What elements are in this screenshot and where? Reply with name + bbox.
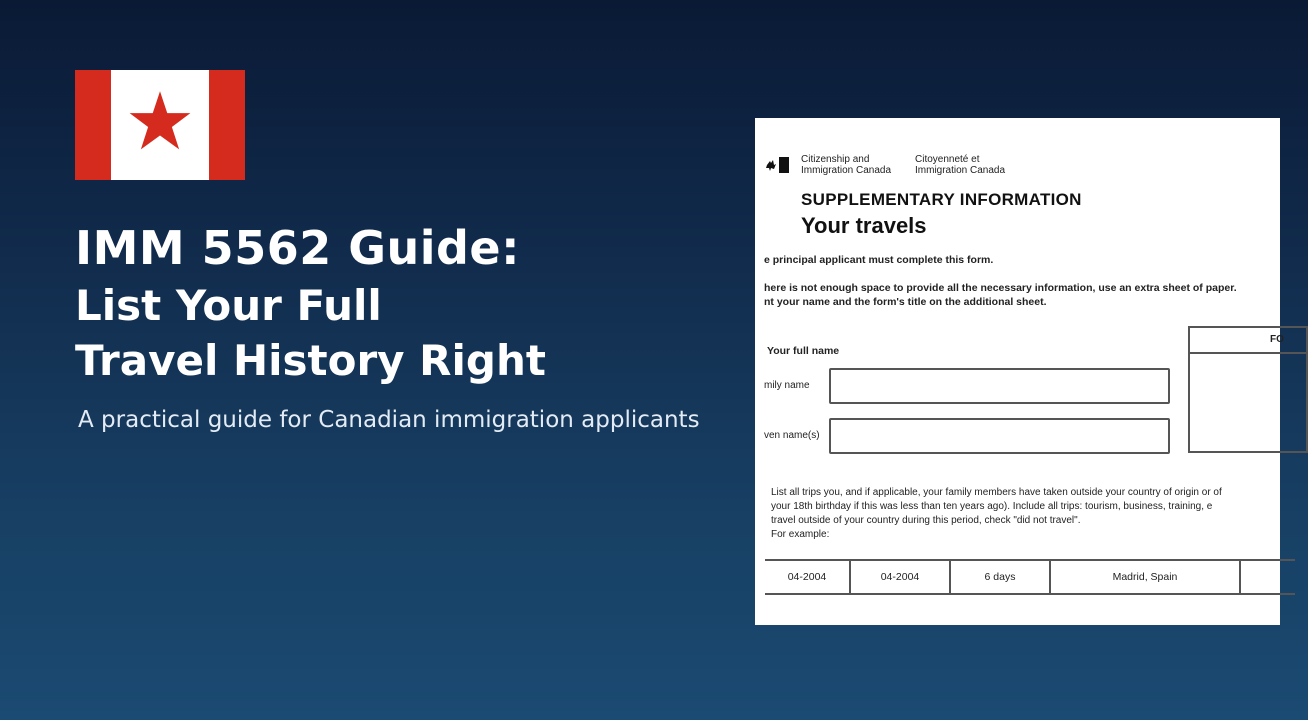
form-subheading: Your travels xyxy=(801,213,927,238)
page-title-line-2: List Your Full xyxy=(75,281,382,330)
department-name-fr-line-1: Citoyenneté et xyxy=(915,154,980,165)
example-destination: Madrid, Spain xyxy=(1051,561,1241,593)
department-name-en-line-1: Citizenship and xyxy=(801,154,870,165)
form-heading: SUPPLEMENTARY INFORMATION xyxy=(801,190,1082,209)
department-name-en-line-2: Immigration Canada xyxy=(801,165,892,176)
office-use-divider xyxy=(1188,352,1308,354)
star-icon xyxy=(127,88,193,154)
form-preview-image xyxy=(755,118,1284,625)
family-name-label: mily name xyxy=(764,380,810,391)
form-instruction-2: here is not enough space to provide all the necessary information, use an extra sheet of paper. xyxy=(764,282,1237,294)
form-paragraph-line-3: travel outside of your country during this period, check "did not travel". xyxy=(771,515,1081,526)
form-instruction-1: e principal applicant must complete this form. xyxy=(764,254,994,266)
family-name-field xyxy=(829,368,1170,404)
full-name-label: Your full name xyxy=(767,345,840,357)
canada-government-logo-icon xyxy=(765,156,791,174)
flag-white-band xyxy=(111,70,209,180)
flag-red-band-right xyxy=(209,70,245,180)
page-subtitle: A practical guide for Canadian immigration applicants xyxy=(78,407,700,433)
form-paragraph-line-1: List all trips you, and if applicable, your family members have taken outside your country of origin or of xyxy=(771,487,1222,498)
given-names-label: ven name(s) xyxy=(764,430,820,441)
form-instruction-3: nt your name and the form's title on the additional sheet. xyxy=(764,296,1047,308)
form-paragraph-line-2: your 18th birthday if this was less than ten years ago). Include all trips: tourism, business, training, e xyxy=(771,501,1213,512)
example-travel-row xyxy=(765,559,1295,595)
form-paragraph-line-4: For example: xyxy=(771,529,830,540)
page-title-line-1: IMM 5562 Guide: xyxy=(75,221,521,275)
department-name-en xyxy=(801,154,891,176)
given-names-field xyxy=(829,418,1170,454)
office-use-box xyxy=(1188,326,1308,453)
example-length: 6 days xyxy=(951,561,1051,593)
department-name-fr-line-2: Immigration Canada xyxy=(915,165,1006,176)
page-title-line-3: Travel History Right xyxy=(75,336,546,385)
department-name-fr xyxy=(915,154,1005,176)
flag-red-band-left xyxy=(75,70,111,180)
example-from-date: 04-2004 xyxy=(765,561,851,593)
office-use-label: FO xyxy=(1270,334,1284,345)
canada-flag-icon xyxy=(75,70,245,180)
example-to-date: 04-2004 xyxy=(851,561,951,593)
